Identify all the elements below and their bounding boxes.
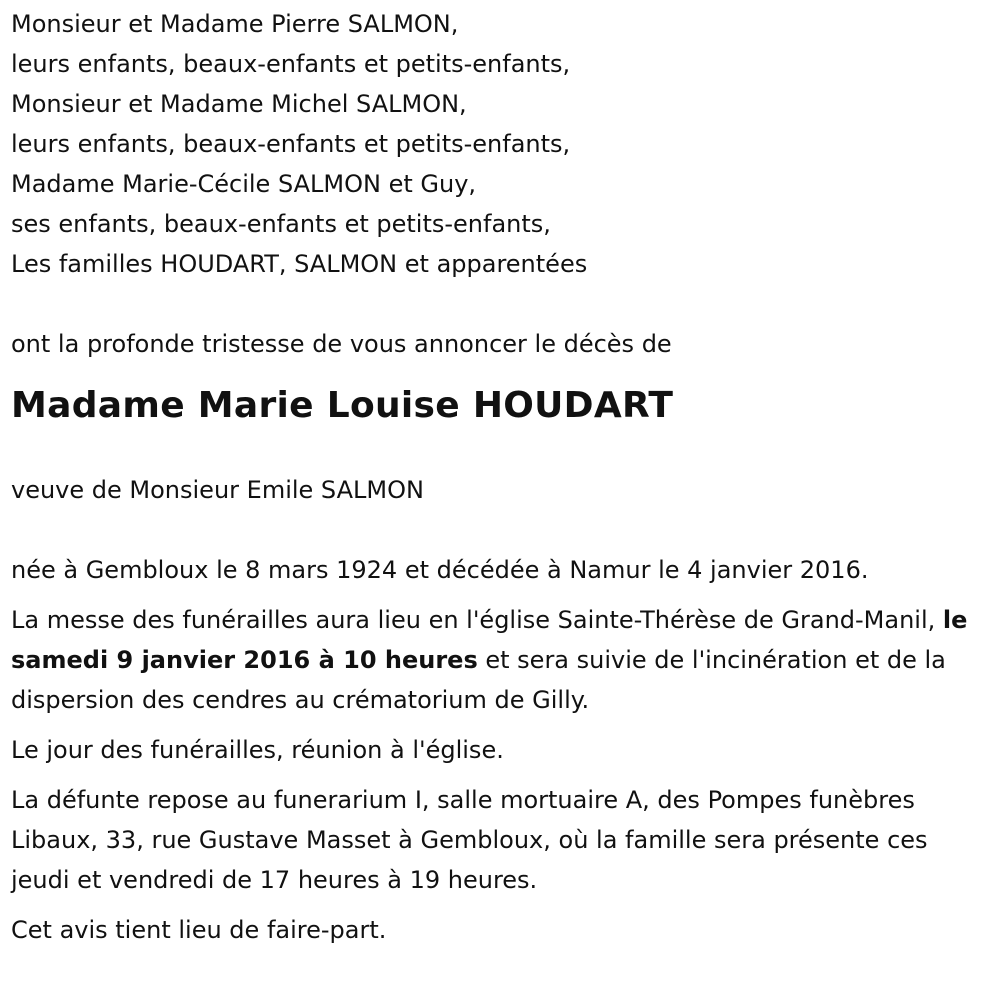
family-line: Madame Marie-Cécile SALMON et Guy, [11,170,477,198]
family-line: leurs enfants, beaux-enfants et petits-enfants, [11,130,571,158]
repose-paragraph: La défunte repose au funerarium I, salle mortuaire A, des Pompes funèbres Libaux, 33, rue Gustave Masset à Gembloux, où la famille sera présente ces jeudi et vendredi de 17 heures à 19 heures. [11,786,928,894]
announcement-text: ont la profonde tristesse de vous annoncer le décès de [11,330,672,358]
family-line: Monsieur et Madame Michel SALMON, [11,90,467,118]
birth-death-text: née à Gembloux le 8 mars 1924 et décédée à Namur le 4 janvier 2016. [11,556,869,584]
funeral-paragraph [11,600,986,720]
funeral-text-after: et sera suivie de l'incinération et de la dispersion des cendres au crématorium de Gilly. [11,646,946,714]
funeral-text-before: La messe des funérailles aura lieu en l'église Sainte-Thérèse de Grand-Manil, [11,606,943,634]
deceased-name: Madame Marie Louise HOUDART [11,385,674,426]
family-line: ses enfants, beaux-enfants et petits-enfants, [11,210,551,238]
spacer [11,428,986,470]
widow-of-text: veuve de Monsieur Emile SALMON [11,476,424,504]
family-line: Monsieur et Madame Pierre SALMON, [11,10,459,38]
spacer [11,284,986,324]
family-list [11,4,986,284]
spacer [11,510,986,550]
funeral-date-time: le samedi 9 janvier 2016 à 10 heures [11,606,968,674]
obituary-notice [11,4,986,950]
closing-text: Cet avis tient lieu de faire-part. [11,916,387,944]
family-line: leurs enfants, beaux-enfants et petits-enfants, [11,50,571,78]
meeting-text: Le jour des funérailles, réunion à l'église. [11,736,504,764]
family-line: Les familles HOUDART, SALMON et apparentées [11,250,588,278]
